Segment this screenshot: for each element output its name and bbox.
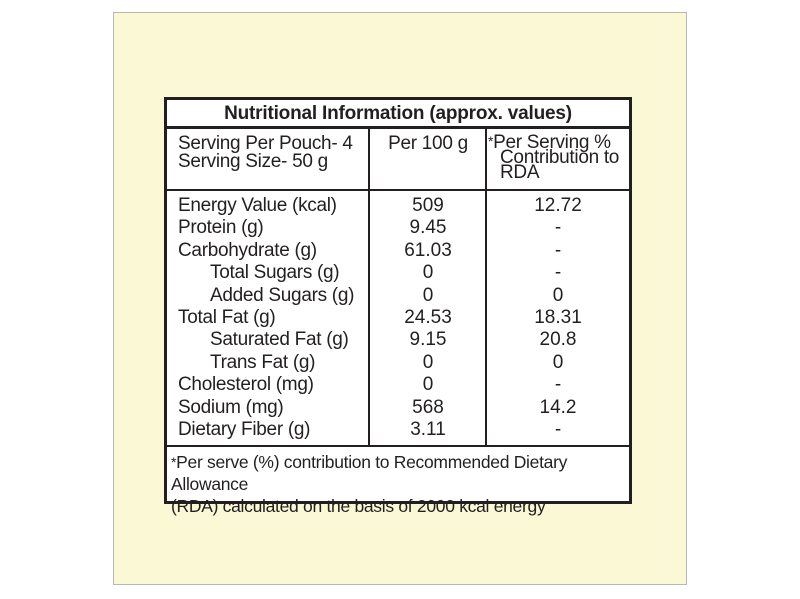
footnote-line2: (RDA) calculated on the basis of 2000 kcal energy — [171, 496, 546, 516]
serving-per-pouch: Serving Per Pouch- 4 — [178, 133, 353, 154]
nutrient-rows — [167, 191, 629, 447]
table-row — [167, 194, 629, 216]
rda-percent-value: 14.2 — [539, 396, 577, 418]
nutrient-name: Total Sugars (g) — [210, 262, 340, 284]
column-divider — [368, 129, 370, 447]
rda-percent-value: - — [554, 239, 562, 261]
table-row — [167, 396, 629, 418]
rda-percent-value: - — [554, 217, 562, 239]
per-100g-value: 24.53 — [404, 307, 452, 328]
rda-percent-value: - — [554, 374, 562, 396]
footnote — [171, 451, 627, 517]
per-100g-value: 0 — [422, 374, 434, 396]
per-100g-value: 9.15 — [409, 329, 447, 351]
per-100g-header: Per 100 g — [388, 133, 468, 154]
footnote-line1: Per serve (%) contribution to Recommended Dietary Allowance — [171, 452, 568, 494]
per-100g-value: 0 — [422, 284, 434, 306]
nutrient-name: Total Fat (g) — [178, 307, 276, 328]
table-row — [167, 328, 629, 350]
table-row — [167, 216, 629, 238]
rda-percent-value: - — [554, 419, 562, 440]
per-100g-value: 0 — [422, 351, 434, 373]
table-header-row — [167, 129, 629, 191]
per-100g-value: 61.03 — [404, 239, 452, 261]
nutrition-facts-table — [164, 97, 632, 516]
per-100g-value: 9.45 — [409, 217, 447, 239]
table-row — [167, 351, 629, 373]
nutrient-name: Added Sugars (g) — [210, 284, 355, 306]
per-100g-value: 509 — [412, 195, 444, 216]
nutrient-name: Energy Value (kcal) — [178, 195, 337, 216]
nutrient-name: Carbohydrate (g) — [178, 239, 317, 261]
table-row — [167, 306, 629, 328]
rda-percent-value: - — [554, 262, 562, 284]
per-100g-value: 0 — [422, 262, 434, 284]
table-row — [167, 373, 629, 395]
nutrient-name: Sodium (mg) — [178, 396, 284, 418]
per-serving-line1: Per Serving % — [493, 132, 611, 153]
table-row — [167, 284, 629, 306]
serving-size: Serving Size- 50 g — [178, 151, 328, 172]
table-row — [167, 261, 629, 283]
rda-percent-value: 0 — [552, 351, 564, 373]
column-divider — [485, 129, 487, 447]
table-title: Nutritional Information (approx. values) — [167, 100, 629, 129]
rda-percent-value: 12.72 — [534, 195, 582, 216]
per-100g-value: 3.11 — [410, 419, 446, 440]
nutrient-name: Saturated Fat (g) — [210, 329, 349, 351]
per-serving-line3: RDA — [500, 162, 540, 183]
rda-percent-value: 18.31 — [534, 307, 582, 328]
per-serving-line2: Contribution to — [500, 147, 620, 168]
rda-percent-value: 20.8 — [539, 329, 577, 351]
per-serving-header — [488, 132, 620, 183]
nutrient-name: Trans Fat (g) — [210, 351, 316, 373]
serving-info — [178, 135, 353, 171]
table-row — [167, 239, 629, 261]
per-100g-value: 568 — [412, 396, 444, 418]
rda-percent-value: 0 — [552, 284, 564, 306]
footnote-asterisk: * — [171, 454, 177, 470]
table-row — [167, 418, 629, 440]
nutrient-name: Cholesterol (mg) — [178, 374, 314, 396]
nutrient-name: Dietary Fiber (g) — [178, 419, 311, 440]
nutrient-name: Protein (g) — [178, 217, 264, 239]
asterisk-mark: * — [488, 133, 494, 149]
